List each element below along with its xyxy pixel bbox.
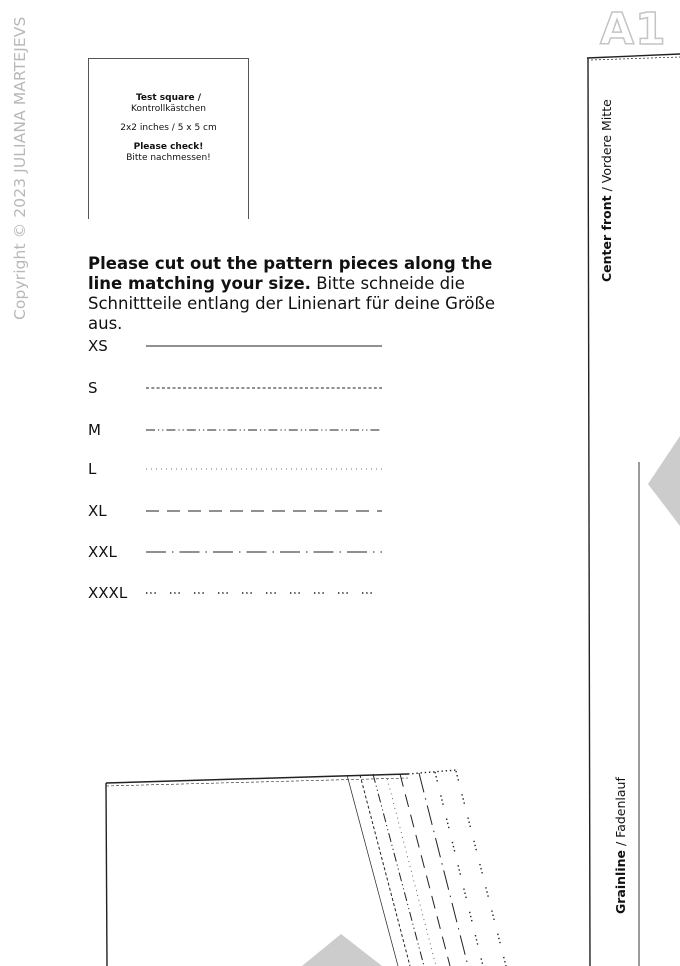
size-label-l: L [88, 460, 97, 478]
center-front-edge [587, 54, 680, 966]
test-square-check: Please check! [133, 142, 204, 152]
center-front-label-de: / Vordere Mitte [599, 99, 614, 196]
size-label-xl: XL [88, 502, 107, 520]
size-label-xxl: XXL [88, 543, 117, 561]
instructions-normal: Bitte schneide die Schnittteile entlang der Linienart für deine Größe aus. [88, 274, 496, 333]
notch-marker-right [648, 436, 680, 526]
size-label-xs: XS [88, 337, 108, 355]
pattern-piece [106, 770, 506, 966]
copyright-notice: Copyright © 2023 JULIANA MARTEJEVS [11, 16, 29, 320]
center-front-label-bold: Center front [599, 195, 614, 282]
test-square-dimensions: 2x2 inches / 5 x 5 cm [120, 123, 217, 133]
grainline-label-bold: Grainline [613, 850, 628, 914]
size-label-s: S [88, 379, 98, 397]
instructions-bold: Please cut out the pattern pieces along the line matching your size. [88, 254, 493, 293]
size-label-m: M [88, 421, 101, 439]
size-label-xxxl: XXXL [88, 584, 128, 602]
test-square-title: Test square / [135, 93, 202, 103]
grainline-label-de: / Fadenlauf [613, 777, 628, 850]
test-square-check-de: Bitte nachmessen! [126, 153, 211, 163]
notch-marker-bottom [302, 934, 382, 966]
sheet-label: A1 [600, 4, 667, 55]
test-square-title-de: Kontrollkästchen [131, 104, 206, 114]
